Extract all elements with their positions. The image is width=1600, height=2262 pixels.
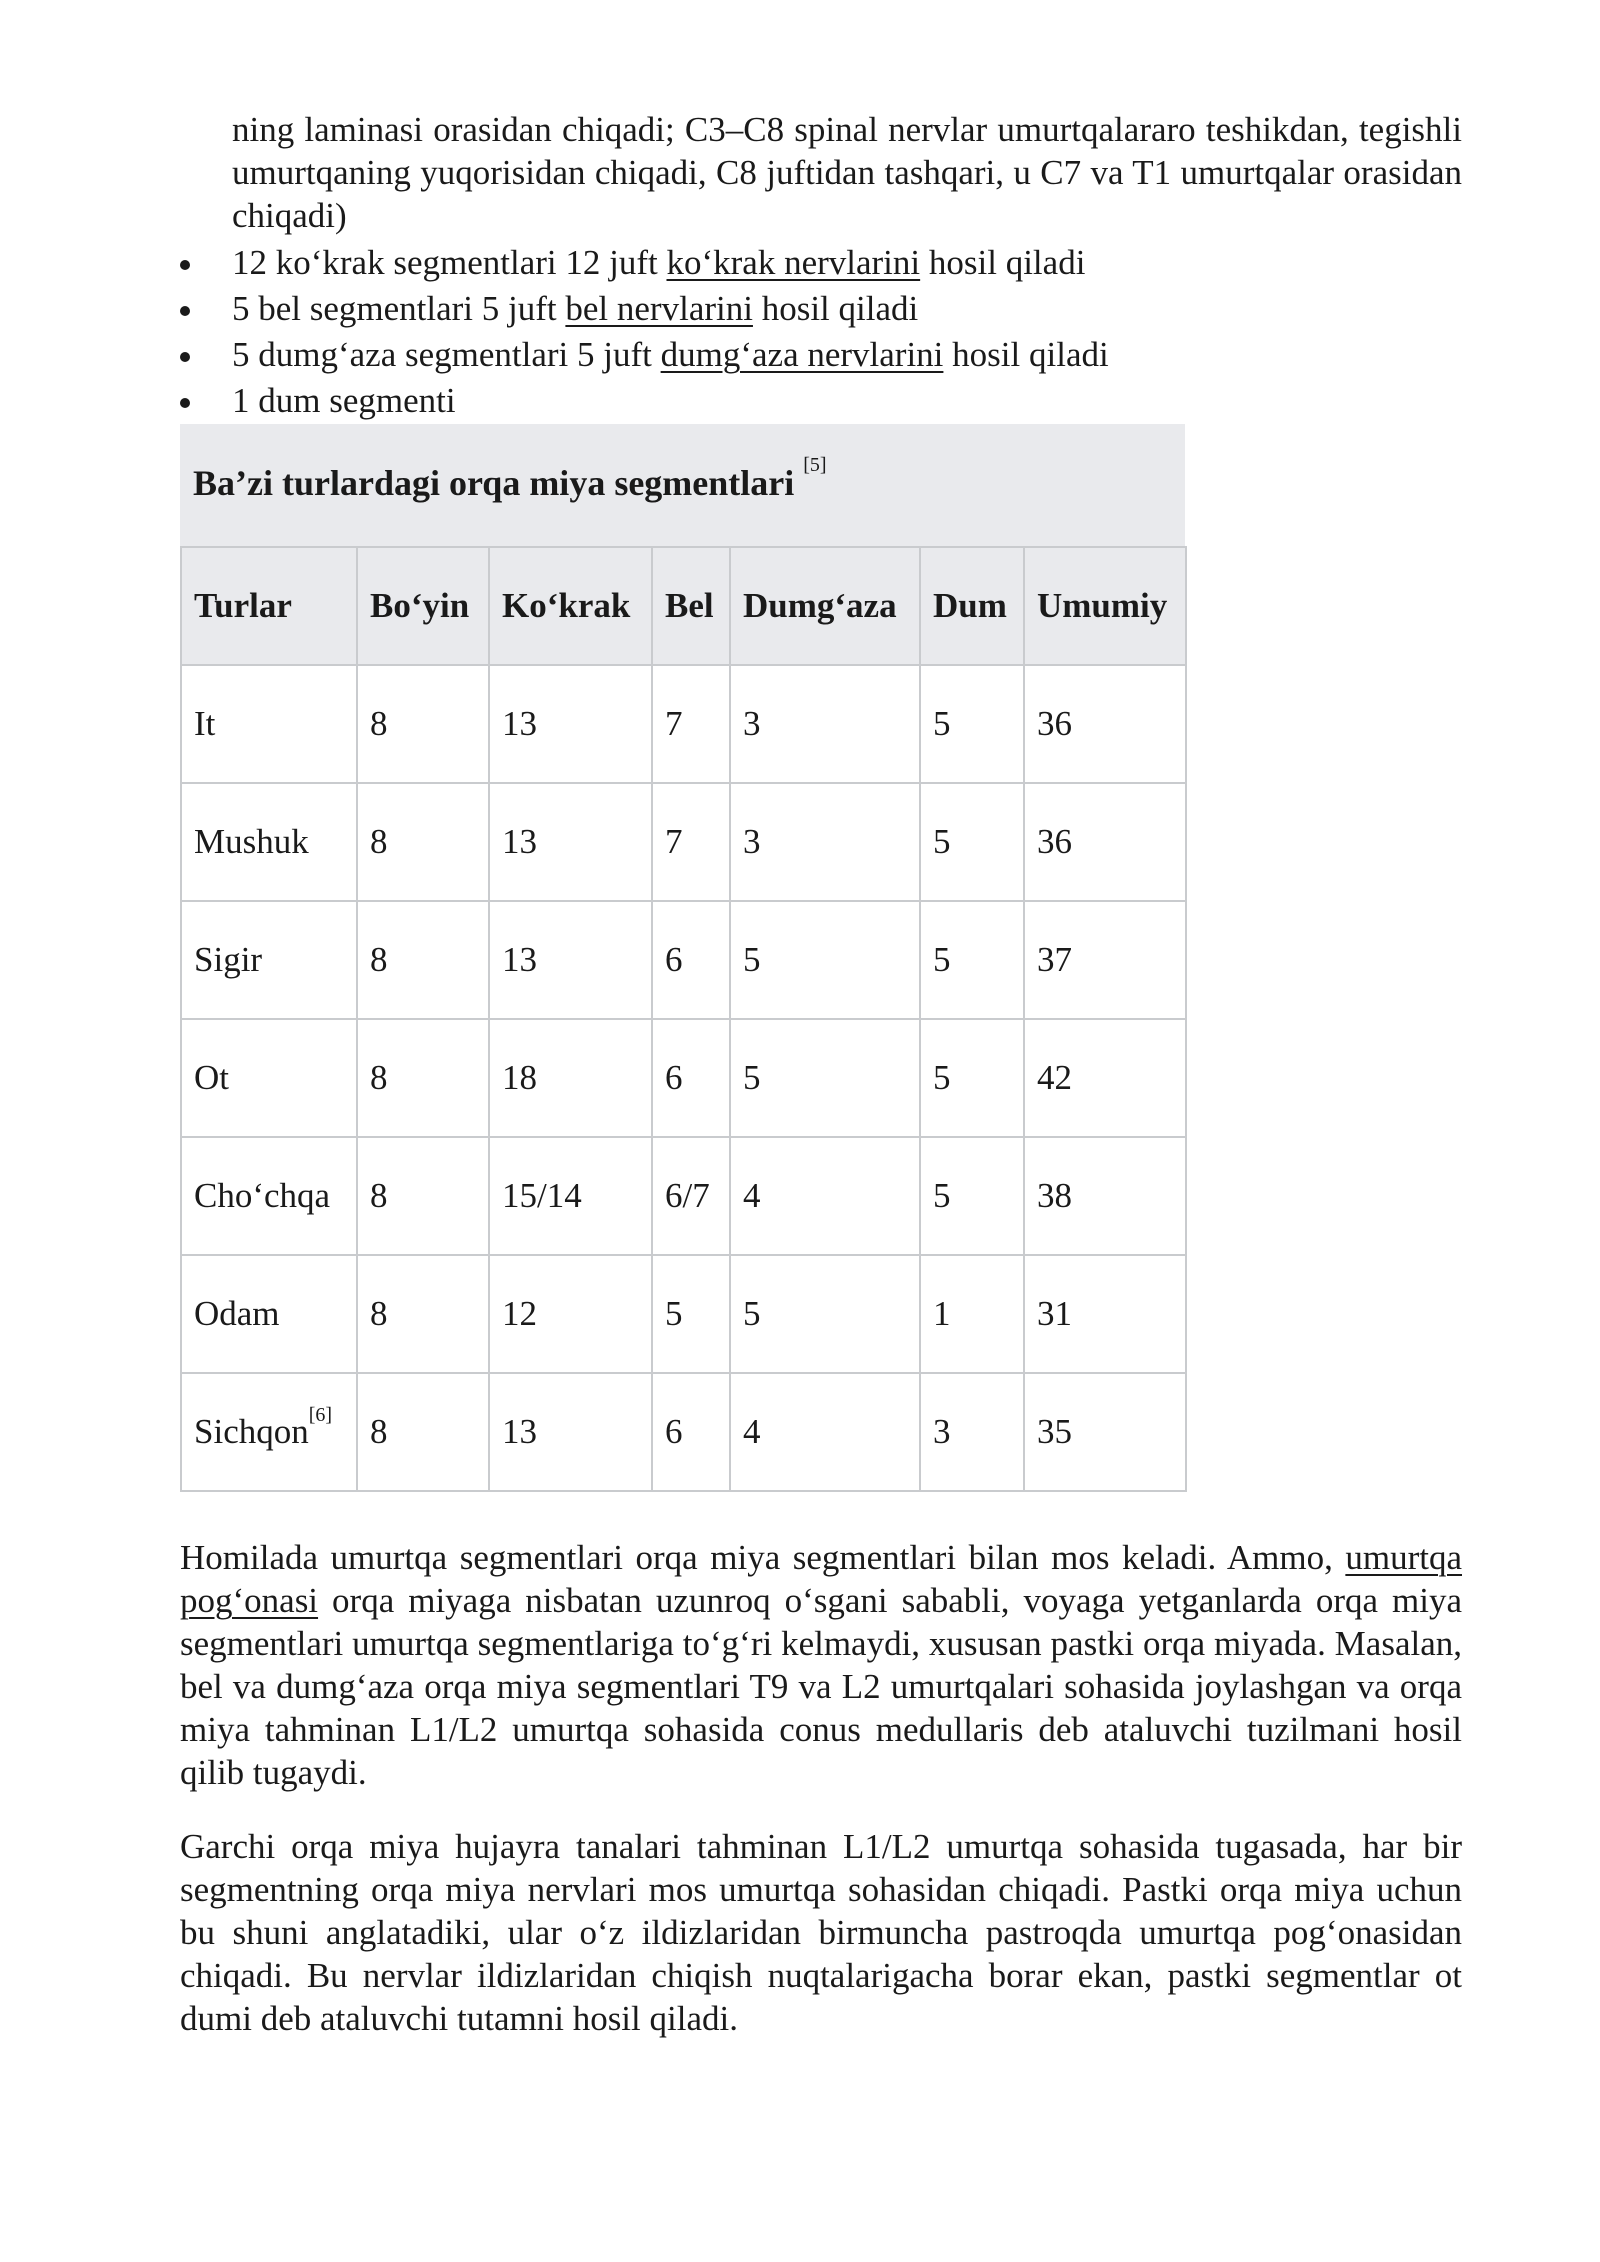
table-row — [181, 783, 1186, 901]
species-cell: Cho‘chqa — [181, 1137, 357, 1255]
spinal-segments-table — [180, 546, 1187, 1492]
table-cell: 7 — [652, 783, 730, 901]
table-cell: 5 — [730, 1255, 920, 1373]
link-dumgaza-nervlari[interactable]: dumg‘aza nervlarini — [660, 335, 944, 374]
bullet-icon — [180, 352, 190, 362]
table-row — [181, 1137, 1186, 1255]
table-cell: 37 — [1024, 901, 1186, 1019]
header-turlar: Turlar — [181, 547, 357, 665]
table-row — [181, 1255, 1186, 1373]
table-cell: 38 — [1024, 1137, 1186, 1255]
table-cell: 13 — [489, 783, 652, 901]
species-cell: Odam — [181, 1255, 357, 1373]
table-cell: 1 — [920, 1255, 1024, 1373]
species-cell: Ot — [181, 1019, 357, 1137]
table-cell: 35 — [1024, 1373, 1186, 1491]
header-umumiy: Umumiy — [1024, 547, 1186, 665]
table-cell: 4 — [730, 1373, 920, 1491]
table-cell: 6 — [652, 1019, 730, 1137]
table-cell: 13 — [489, 901, 652, 1019]
list-item: 5 bel segmentlari 5 juft bel nervlarini hosil qiladi — [0, 286, 1480, 332]
header-kokrak: Ko‘krak — [489, 547, 652, 665]
table-cell: 15/14 — [489, 1137, 652, 1255]
table-cell: 3 — [730, 783, 920, 901]
table-row — [181, 901, 1186, 1019]
table-cell: 8 — [357, 1255, 489, 1373]
table-cell: 4 — [730, 1137, 920, 1255]
bullet-icon — [180, 398, 190, 408]
citation-ref[interactable]: [6] — [308, 1404, 333, 1426]
table-cell: 8 — [357, 783, 489, 901]
header-bel: Bel — [652, 547, 730, 665]
table-cell: 5 — [920, 783, 1024, 901]
table-cell: 3 — [920, 1373, 1024, 1491]
table-cell: 18 — [489, 1019, 652, 1137]
table-cell: 8 — [357, 1137, 489, 1255]
bullet-icon — [180, 260, 190, 270]
table-cell: 36 — [1024, 783, 1186, 901]
bullet-icon — [180, 306, 190, 316]
table-row — [181, 1019, 1186, 1137]
species-cell: It — [181, 665, 357, 783]
table-caption: Ba’zi turlardagi orqa miya segmentlari [5] — [180, 424, 1185, 546]
table-cell: 5 — [652, 1255, 730, 1373]
paragraph-garchi: Garchi orqa miya hujayra tanalari tahminan L1/L2 umurtqa sohasida tugasada, har bir segmentning orqa miya nervlari mos umurtqa sohasidan chiqadi. Pastki orqa miya uchun bu shuni anglatadiki, ular o‘z ildizlaridan birmuncha pastroqda umurtqa pog‘onasidan chiqadi. Bu nervlar ildizlaridan chiqish nuqtalarigacha borar ekan, pastki segmentlar ot dumi deb ataluvchi tutamni hosil qiladi. — [180, 1827, 1462, 2038]
segment-bullet-list — [0, 240, 1480, 424]
list-item: 12 ko‘krak segmentlari 12 juft ko‘krak nervlarini hosil qiladi — [0, 240, 1480, 286]
table-cell: 5 — [730, 901, 920, 1019]
header-boyin: Bo‘yin — [357, 547, 489, 665]
species-cell: Sigir — [181, 901, 357, 1019]
table-cell: 8 — [357, 1019, 489, 1137]
table-cell: 13 — [489, 665, 652, 783]
table-cell: 7 — [652, 665, 730, 783]
table-cell: 12 — [489, 1255, 652, 1373]
citation-ref[interactable]: [5] — [803, 454, 827, 476]
table-cell: 5 — [920, 1137, 1024, 1255]
table-cell: 42 — [1024, 1019, 1186, 1137]
header-dum: Dum — [920, 547, 1024, 665]
table-cell: 6 — [652, 1373, 730, 1491]
table-cell: 6/7 — [652, 1137, 730, 1255]
continuation-paragraph: ning laminasi orasidan chiqadi; C3–C8 spinal nervlar umurtqalararo teshikdan, tegishli umurtqaning yuqorisidan chiqadi, C8 juftidan tashqari, u C7 va T1 umurtqalar orasidan chiqadi) — [232, 110, 1462, 235]
table-cell: 8 — [357, 901, 489, 1019]
link-kokrak-nervlari[interactable]: ko‘krak nervlarini — [666, 243, 921, 282]
table-cell: 31 — [1024, 1255, 1186, 1373]
table-row — [181, 1373, 1186, 1491]
table-header-row — [181, 547, 1186, 665]
table-cell: 5 — [920, 901, 1024, 1019]
species-cell: Mushuk — [181, 783, 357, 901]
paragraph-homilada: Homilada umurtqa segmentlari orqa miya segmentlari bilan mos keladi. Ammo, umurtqa pog‘onasi orqa miyaga nisbatan uzunroq o‘sgani sababli, voyaga yetganlarda orqa miya segmentlari umurtqa segmentlariga to‘g‘ri kelmaydi, xususan pastki orqa miyada. Masalan, bel va dumg‘aza orqa miya segmentlari T9 va L2 umurtqalari sohasida joylashgan va orqa miya tahminan L1/L2 umurtqa sohasida conus medullaris deb ataluvchi tuzilmani hosil qilib tugaydi. — [180, 1538, 1462, 1792]
list-item: 1 dum segmenti — [0, 378, 1480, 424]
table-row — [181, 665, 1186, 783]
table-cell: 5 — [920, 1019, 1024, 1137]
table-cell: 13 — [489, 1373, 652, 1491]
table-cell: 6 — [652, 901, 730, 1019]
species-cell: Sichqon[6] — [181, 1373, 357, 1491]
table-cell: 3 — [730, 665, 920, 783]
link-bel-nervlari[interactable]: bel nervlarini — [565, 289, 753, 328]
table-cell: 8 — [357, 1373, 489, 1491]
link-umurtqa-pogonasi[interactable]: umurtqa pog‘onasi — [180, 1538, 1462, 1620]
table-cell: 5 — [730, 1019, 920, 1137]
table-cell: 8 — [357, 665, 489, 783]
table-cell: 5 — [920, 665, 1024, 783]
header-dumgaza: Dumg‘aza — [730, 547, 920, 665]
table-cell: 36 — [1024, 665, 1186, 783]
list-item: 5 dumg‘aza segmentlari 5 juft dumg‘aza nervlarini hosil qiladi — [0, 332, 1480, 378]
